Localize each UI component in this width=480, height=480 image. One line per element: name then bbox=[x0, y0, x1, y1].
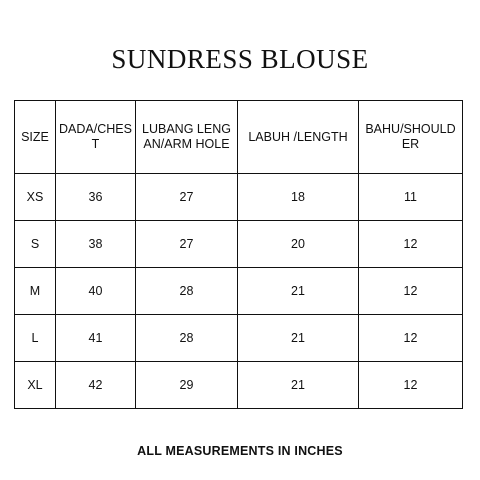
cell-size: XS bbox=[15, 174, 56, 221]
table-row bbox=[15, 221, 463, 268]
cell-size: M bbox=[15, 268, 56, 315]
cell-arm-hole: 28 bbox=[136, 315, 238, 362]
table-row bbox=[15, 174, 463, 221]
cell-size: XL bbox=[15, 362, 56, 409]
cell-length: 18 bbox=[238, 174, 359, 221]
cell-chest: 36 bbox=[56, 174, 136, 221]
cell-size: S bbox=[15, 221, 56, 268]
cell-chest: 38 bbox=[56, 221, 136, 268]
cell-length: 21 bbox=[238, 315, 359, 362]
cell-length: 21 bbox=[238, 362, 359, 409]
size-chart-table bbox=[14, 100, 463, 409]
cell-shoulder: 12 bbox=[359, 315, 463, 362]
cell-shoulder: 12 bbox=[359, 362, 463, 409]
cell-arm-hole: 27 bbox=[136, 174, 238, 221]
page-title: SUNDRESS BLOUSE bbox=[111, 44, 369, 74]
header-arm-hole: LUBANG LENGAN/ARM HOLE bbox=[136, 101, 238, 174]
cell-shoulder: 11 bbox=[359, 174, 463, 221]
cell-arm-hole: 27 bbox=[136, 221, 238, 268]
table-row bbox=[15, 362, 463, 409]
cell-size: L bbox=[15, 315, 56, 362]
measurement-note: ALL MEASUREMENTS IN INCHES bbox=[137, 444, 343, 458]
cell-chest: 41 bbox=[56, 315, 136, 362]
cell-chest: 40 bbox=[56, 268, 136, 315]
cell-length: 21 bbox=[238, 268, 359, 315]
header-shoulder: BAHU/SHOULDER bbox=[359, 101, 463, 174]
header-chest: DADA/CHEST bbox=[56, 101, 136, 174]
cell-shoulder: 12 bbox=[359, 268, 463, 315]
cell-shoulder: 12 bbox=[359, 221, 463, 268]
cell-arm-hole: 28 bbox=[136, 268, 238, 315]
cell-arm-hole: 29 bbox=[136, 362, 238, 409]
table-row bbox=[15, 268, 463, 315]
header-length: LABUH /LENGTH bbox=[238, 101, 359, 174]
header-size: SIZE bbox=[15, 101, 56, 174]
cell-length: 20 bbox=[238, 221, 359, 268]
cell-chest: 42 bbox=[56, 362, 136, 409]
table-row bbox=[15, 315, 463, 362]
table-header-row bbox=[15, 101, 463, 174]
